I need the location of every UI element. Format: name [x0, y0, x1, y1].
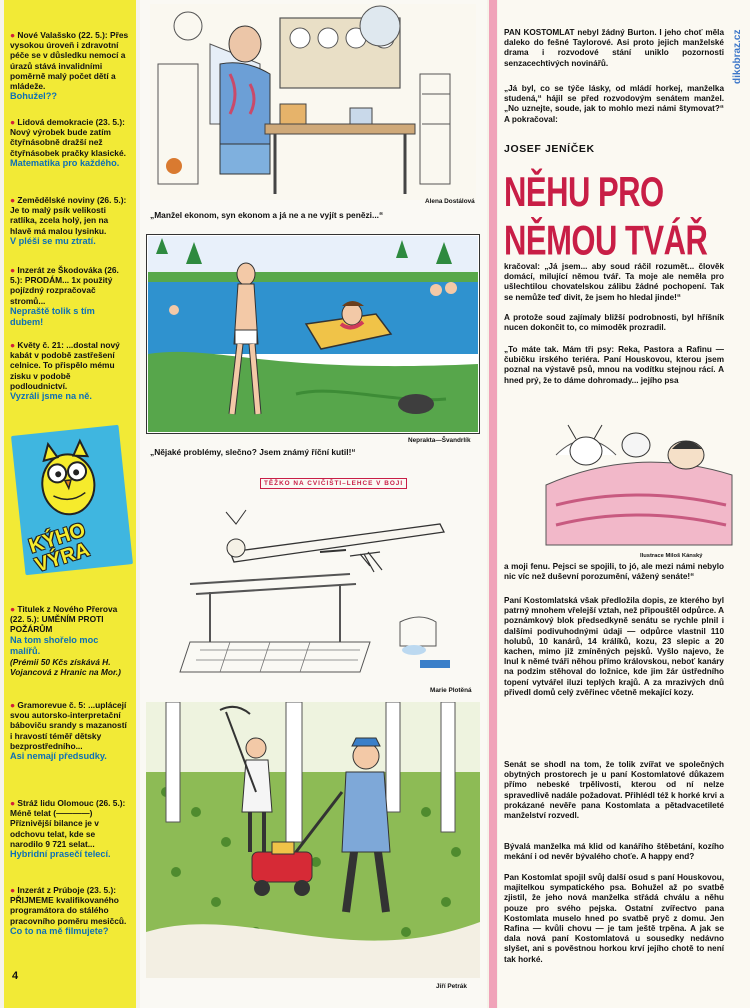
cartoon-river-illustration — [146, 234, 480, 434]
quote-item — [10, 30, 130, 102]
quote-source: Nové Valašsko (22. 5.): — [17, 30, 108, 40]
bullet-icon: ● — [10, 700, 18, 710]
owl-icon — [24, 432, 112, 522]
article-paragraph: Senát se shodl na tom, že tolik zvířat ve společných obytných prostorech je u paní Kostomlatové důkazem přímo nebeské trpělivosti, kterou od ní nelze spravedlivě nadále požadovat. Přihlédl též k horké krvi a prokázané nevěře pana Kostomlata a pětadvacetileté manželství rozvedl. — [504, 760, 724, 821]
quote-item — [10, 700, 130, 762]
article-paragraph: kračoval: „Já jsem... aby soud ráčil rozumět... člověk domácí, milující němou tvář. Ta moje ale neměla pro ušlechtilou chovatelskou zálibu žádné pochopení. Tak se nemůže teď divit, že jsem ho hledal jinde!“ — [504, 262, 724, 302]
cartoon-credit: Marie Plotěná — [430, 687, 472, 694]
quote-comment: Asi nemají předsudky. — [10, 751, 107, 762]
bullet-icon: ● — [10, 885, 18, 895]
cartoon-forest-illustration — [146, 702, 480, 978]
quote-text: PRODÁM... 1x použitý pojízdný rozpračovač stromů... — [10, 275, 113, 306]
bullet-icon: ● — [10, 117, 18, 127]
cartoon-banner: TĚŽKO NA CVIČIŠTI–LEHCE V BOJI — [260, 478, 407, 489]
quote-text: Je to malý psík velikosti ratlíka, zcela holý, jen na hlavě má malou lysinku. — [10, 205, 109, 236]
quote-source: Stráž lidu Olomouc (26. 5.): — [17, 798, 126, 808]
bullet-icon: ● — [10, 30, 18, 40]
article-intro: PAN KOSTOMLAT nebyl žádný Burton. I jeho choť měla daleko do fešné Taylorové. Asi proto jejich manželské drama i rozvodové stání uniklo pozornosti senzacechtivých novinářů. — [504, 28, 724, 68]
quote-item — [10, 117, 130, 169]
article-quote: „Já byl, co se týče lásky, od mládí horkej, manželka studená,“ hájil se před rozvodovým senátem manžel. „No uznejte, soude, jak to mohlo mezi námi štymovat?“ A pokračoval: — [504, 84, 724, 124]
cartoon-column — [140, 0, 487, 1008]
quote-comment: Vyzráli jsme na ně. — [10, 391, 92, 402]
quote-source: Lidová demokracie (23. 5.): — [17, 117, 125, 127]
cartoon-kitchen-illustration — [150, 4, 476, 200]
bullet-icon: ● — [10, 798, 18, 808]
quote-text: ...uplácejí svou autorsko-interpretační báboviču srandy s mazaností i hravostí téměř dětsky bezprostředního... — [10, 700, 127, 751]
article-paragraph: Paní Kostomlatská však předložila dopis, ze kterého byl patrný mnohem vřelejší vztah, než připouštěl odpůrce. A poznámkový blok předsedkyně senátu se rychle plnil i dalšími podivuhodnými údaji — odpůrce vlastnil 110 holubů, 10 kanárů, 14 králíků, kozu, 23 slepic a 20 kachen, mimo již zmíněných pejsků. Vyšlo najevo, že lnul k němé tváři něhou přímo královskou, neboť kanáry na podzim stěhoval do ložnice, kde jim žár ústředního topení vytvářel iluzi teplých krajů. A za mrazivých dnů přivedl domů celý zvěřinec včetně mekající kozy. — [504, 596, 724, 697]
bullet-icon: ● — [10, 265, 18, 275]
quote-item — [10, 340, 130, 402]
quote-comment: V pléši se mu ztratí. — [10, 235, 96, 246]
quote-comment: Matematika pro každého. — [10, 157, 120, 168]
quote-source: Titulek z Nového Přerova (22. 5.): — [10, 604, 118, 625]
cartoon-credit: Alena Dostálová — [425, 198, 475, 205]
article-title: NĚHU PRO NĚMOU TVÁŘ — [504, 168, 708, 264]
quote-item — [10, 604, 130, 677]
quote-source: Zemědělské noviny (26. 5.): — [17, 195, 127, 205]
article-paragraph: a moji fenu. Pejsci se spojili, to jó, ale mezi námi nebylo nic víc než duševní porozumění, vážený senáte!“ — [504, 562, 724, 582]
quote-source: Květy č. 21: — [17, 340, 64, 350]
quote-item — [10, 265, 130, 328]
prize-note: (Prémii 50 Kčs získává H. Vojancová z Hranic na Mor.) — [10, 656, 121, 677]
quote-comment: Co to na mě filmujete? — [10, 925, 109, 936]
quote-comment: Hybridní prasečí telecí. — [10, 849, 111, 860]
quote-source: Inzerát z Prúboje (23. 5.): — [17, 885, 117, 895]
quote-text: (————) Příznivější bilance je v odchovu telat, kde se narodilo 9 721 selat... — [10, 808, 99, 849]
cartoon-credit: Neprakta—Švandrlík — [408, 437, 471, 444]
article-paragraph: Bývalá manželka má klid od kanářího štěbetání, kozího mekání i od nevěr bývalého choťe. A happy end? — [504, 842, 724, 862]
illustration-credit: Ilustrace Miloš Kánský — [640, 553, 703, 559]
article-author: JOSEF JENÍČEK — [504, 143, 595, 155]
quote-comment: Nepraště tolik s tím dubem! — [10, 305, 95, 327]
bullet-icon: ● — [10, 195, 18, 205]
left-column — [4, 0, 136, 1008]
quote-text: ...dostal nový kabát v podobě zastřešení celnice. To přispělo mému zisku v podobě podloudnictví. — [10, 340, 120, 391]
watermark: dikobraz.cz — [732, 29, 743, 84]
column-divider — [489, 0, 497, 1008]
cartoon-caption: „Nějaké problémy, slečno? Jsem známý říční kutil!“ — [150, 447, 356, 457]
quote-item — [10, 798, 130, 860]
quote-source: Gramorevue č. 5: — [17, 700, 86, 710]
cartoon-credit: Jiří Petrák — [436, 983, 467, 990]
quote-item — [10, 885, 130, 937]
article-paragraph: Pan Kostomlat spojil svůj další osud s paní Houskovou, majitelkou sympatického psa. Bohužel až po svatbě zjistil, že jeho nová manželka střádá chválu a něhu pouze pro svého pejska. Ostatní zvířectvo pana Kostomlata muselo hned po svatbě pryč z domu. Jen Rafina — kvůli chovu — je tam ještě trpěna. A jak se dala nová paní Kostomlatová u sousedky nedávno slyšet, ani s pověstnou horkou krví jejího chotě to není tak horké. — [504, 873, 724, 964]
article-paragraph: A protože soud zajímaly bližší podrobnosti, byl hříšník nucen dokončit to, co mimoděk prozradil. — [504, 313, 724, 333]
bullet-icon: ● — [10, 340, 18, 350]
quote-headline: Méně telat — [10, 808, 51, 819]
quote-text: Nový výrobek bude zatím čtyřnásobně dražší než čtyřnásobek pračky klasické. — [10, 127, 126, 158]
quote-comment: Bohužel?? — [10, 91, 57, 102]
quote-item — [10, 195, 130, 247]
bed-dogs-illustration — [536, 415, 742, 555]
kyho-vyra-logo — [11, 425, 133, 576]
bullet-icon: ● — [10, 604, 18, 614]
article-paragraph: „To máte tak. Mám tři psy: Reka, Pastora a Rafinu — čubičku irského teriéra. Paní Houskovou, kterou jsem poznal na výstavě psů, mnou na vodítku stejnou rácí. A hned prý, že to dáme dohromady... jejího psa — [504, 345, 724, 385]
quote-source: Inzerát ze Škodováka (26. 5.): — [10, 265, 119, 286]
cartoon-gymnastics-illustration — [170, 492, 470, 682]
cartoon-caption: „Manžel ekonom, syn ekonom a já ne a ne vyjít s penězi...“ — [150, 210, 384, 220]
quote-headline: UMĚNÍM PROTI POŽÁRŮM — [10, 614, 104, 635]
logo-text: KÝHO VÝRA — [26, 518, 93, 577]
quote-text: Přes vysokou úroveň i zdravotní péče se v důsledku nemocí a úrazů stává invalidními poměrně malý počet dětí a mládeže. — [10, 30, 129, 92]
article-column — [498, 0, 750, 1008]
quote-comment: Na tom shořelo moc malířů. — [10, 634, 99, 656]
quote-headline: PŘIJMEME — [10, 895, 54, 906]
quote-text: kvalifikovaného programátora do stálého pracovního poměru mesičců. — [10, 895, 127, 926]
page-number: 4 — [12, 970, 19, 982]
